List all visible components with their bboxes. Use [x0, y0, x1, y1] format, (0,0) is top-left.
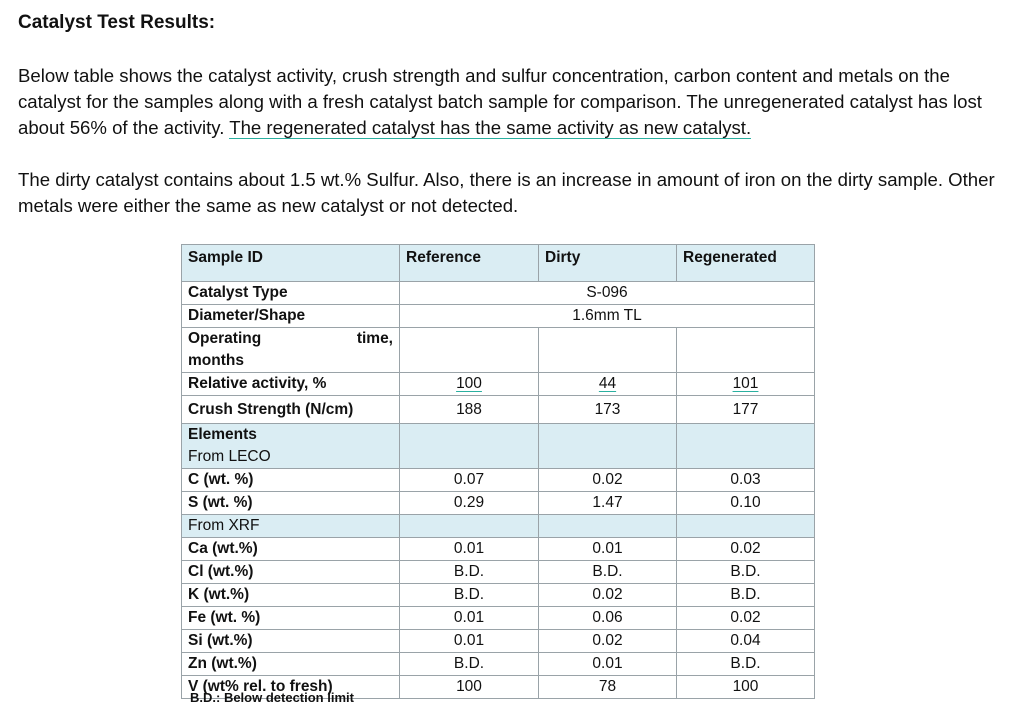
table-cell: 0.10: [677, 492, 815, 515]
leco-label: From LECO: [188, 448, 271, 465]
table-row: [182, 653, 815, 676]
table-cell: 0.01: [539, 538, 677, 561]
row-label: K (wt.%): [182, 584, 400, 607]
cell-value: 101: [732, 375, 759, 392]
table-cell: 0.01: [400, 630, 539, 653]
dirty-catalyst-paragraph: The dirty catalyst contains about 1.5 wt.% Sulfur. Also, there is an increase in amount of iron on the dirty sample. Other metals were either the same as new catalyst or not detected.: [18, 169, 995, 216]
table-cell: 0.04: [677, 630, 815, 653]
table-cell: 0.01: [400, 538, 539, 561]
table-cell: [400, 424, 539, 469]
table-cell: 0.02: [677, 607, 815, 630]
table-cell: [400, 373, 539, 396]
row-label: Diameter/Shape: [182, 305, 400, 328]
footnote: B.D.: Below detection limit: [190, 690, 354, 705]
row-label: C (wt. %): [182, 469, 400, 492]
table-cell: B.D.: [400, 653, 539, 676]
table-cell: 188: [400, 396, 539, 424]
row-label: [182, 424, 400, 469]
diameter-shape-value: 1.6mm TL: [400, 305, 815, 328]
table-row: [182, 607, 815, 630]
table-cell: 0.02: [539, 630, 677, 653]
table-cell: B.D.: [539, 561, 677, 584]
table-cell: [400, 515, 539, 538]
row-label: V (wt% rel. to fresh): [182, 676, 400, 699]
table-cell: [400, 328, 539, 373]
header-sample-id: Sample ID: [182, 245, 400, 282]
xrf-label: From XRF: [182, 515, 400, 538]
table-cell: 0.01: [400, 607, 539, 630]
table-row: [182, 538, 815, 561]
table-cell: [539, 424, 677, 469]
operating-label-c: months: [188, 352, 244, 369]
operating-label-a: Operating: [188, 330, 262, 347]
cell-value: 44: [598, 375, 617, 392]
section-heading: Catalyst Test Results:: [18, 12, 216, 33]
table-cell: B.D.: [677, 561, 815, 584]
row-label: Zn (wt.%): [182, 653, 400, 676]
table-cell: B.D.: [677, 653, 815, 676]
table-row: [182, 328, 815, 373]
table-cell: 0.29: [400, 492, 539, 515]
table-row: [182, 396, 815, 424]
table-row: [182, 515, 815, 538]
table-row: [182, 561, 815, 584]
operating-label-b: time,: [356, 330, 393, 347]
row-label: S (wt. %): [182, 492, 400, 515]
table-cell: 1.47: [539, 492, 677, 515]
header-dirty: Dirty: [539, 245, 677, 282]
row-label: Crush Strength (N/cm): [182, 396, 400, 424]
table-cell: 0.07: [400, 469, 539, 492]
header-regenerated: Regenerated: [677, 245, 815, 282]
intro-underlined-text: The regenerated catalyst has the same activity as new catalyst.: [229, 117, 752, 138]
results-table: [181, 244, 815, 699]
table-cell: [677, 328, 815, 373]
row-label: Catalyst Type: [182, 282, 400, 305]
table-row: [182, 469, 815, 492]
table-cell: B.D.: [677, 584, 815, 607]
table-cell: 177: [677, 396, 815, 424]
cell-value: 100: [456, 375, 482, 392]
table-cell: [677, 424, 815, 469]
row-label: Fe (wt. %): [182, 607, 400, 630]
table-cell: [539, 328, 677, 373]
row-label: Si (wt.%): [182, 630, 400, 653]
table-header-row: [182, 245, 815, 282]
table-row: [182, 373, 815, 396]
row-label: [182, 328, 400, 373]
table-cell: B.D.: [400, 561, 539, 584]
table-row: [182, 282, 815, 305]
table-cell: 0.03: [677, 469, 815, 492]
row-label: Cl (wt.%): [182, 561, 400, 584]
intro-text: Below table shows the catalyst activity, crush strength and sulfur concentration, carbon content and metals on the catalyst for the samples along with a fresh catalyst batch sample for comparison. The unregenerated catalyst has lost about 56% of the activity.: [18, 65, 982, 138]
row-label: Ca (wt.%): [182, 538, 400, 561]
table-cell: 78: [539, 676, 677, 699]
intro-paragraph: [18, 63, 1008, 141]
table-cell: [677, 373, 815, 396]
catalyst-type-value: S-096: [400, 282, 815, 305]
table-cell: 0.02: [677, 538, 815, 561]
table-cell: 0.01: [539, 653, 677, 676]
table-cell: [677, 515, 815, 538]
table-cell: [539, 373, 677, 396]
table-row: [182, 630, 815, 653]
table-cell: 100: [677, 676, 815, 699]
table-row: [182, 424, 815, 469]
elements-label: Elements: [188, 426, 257, 443]
table-row: [182, 305, 815, 328]
table-row: [182, 492, 815, 515]
header-reference: Reference: [400, 245, 539, 282]
table-cell: 100: [400, 676, 539, 699]
table-cell: 0.02: [539, 469, 677, 492]
table-cell: 0.02: [539, 584, 677, 607]
table-cell: [539, 515, 677, 538]
table-row: [182, 584, 815, 607]
table-cell: B.D.: [400, 584, 539, 607]
table-cell: 0.06: [539, 607, 677, 630]
table-cell: 173: [539, 396, 677, 424]
row-label: Relative activity, %: [182, 373, 400, 396]
